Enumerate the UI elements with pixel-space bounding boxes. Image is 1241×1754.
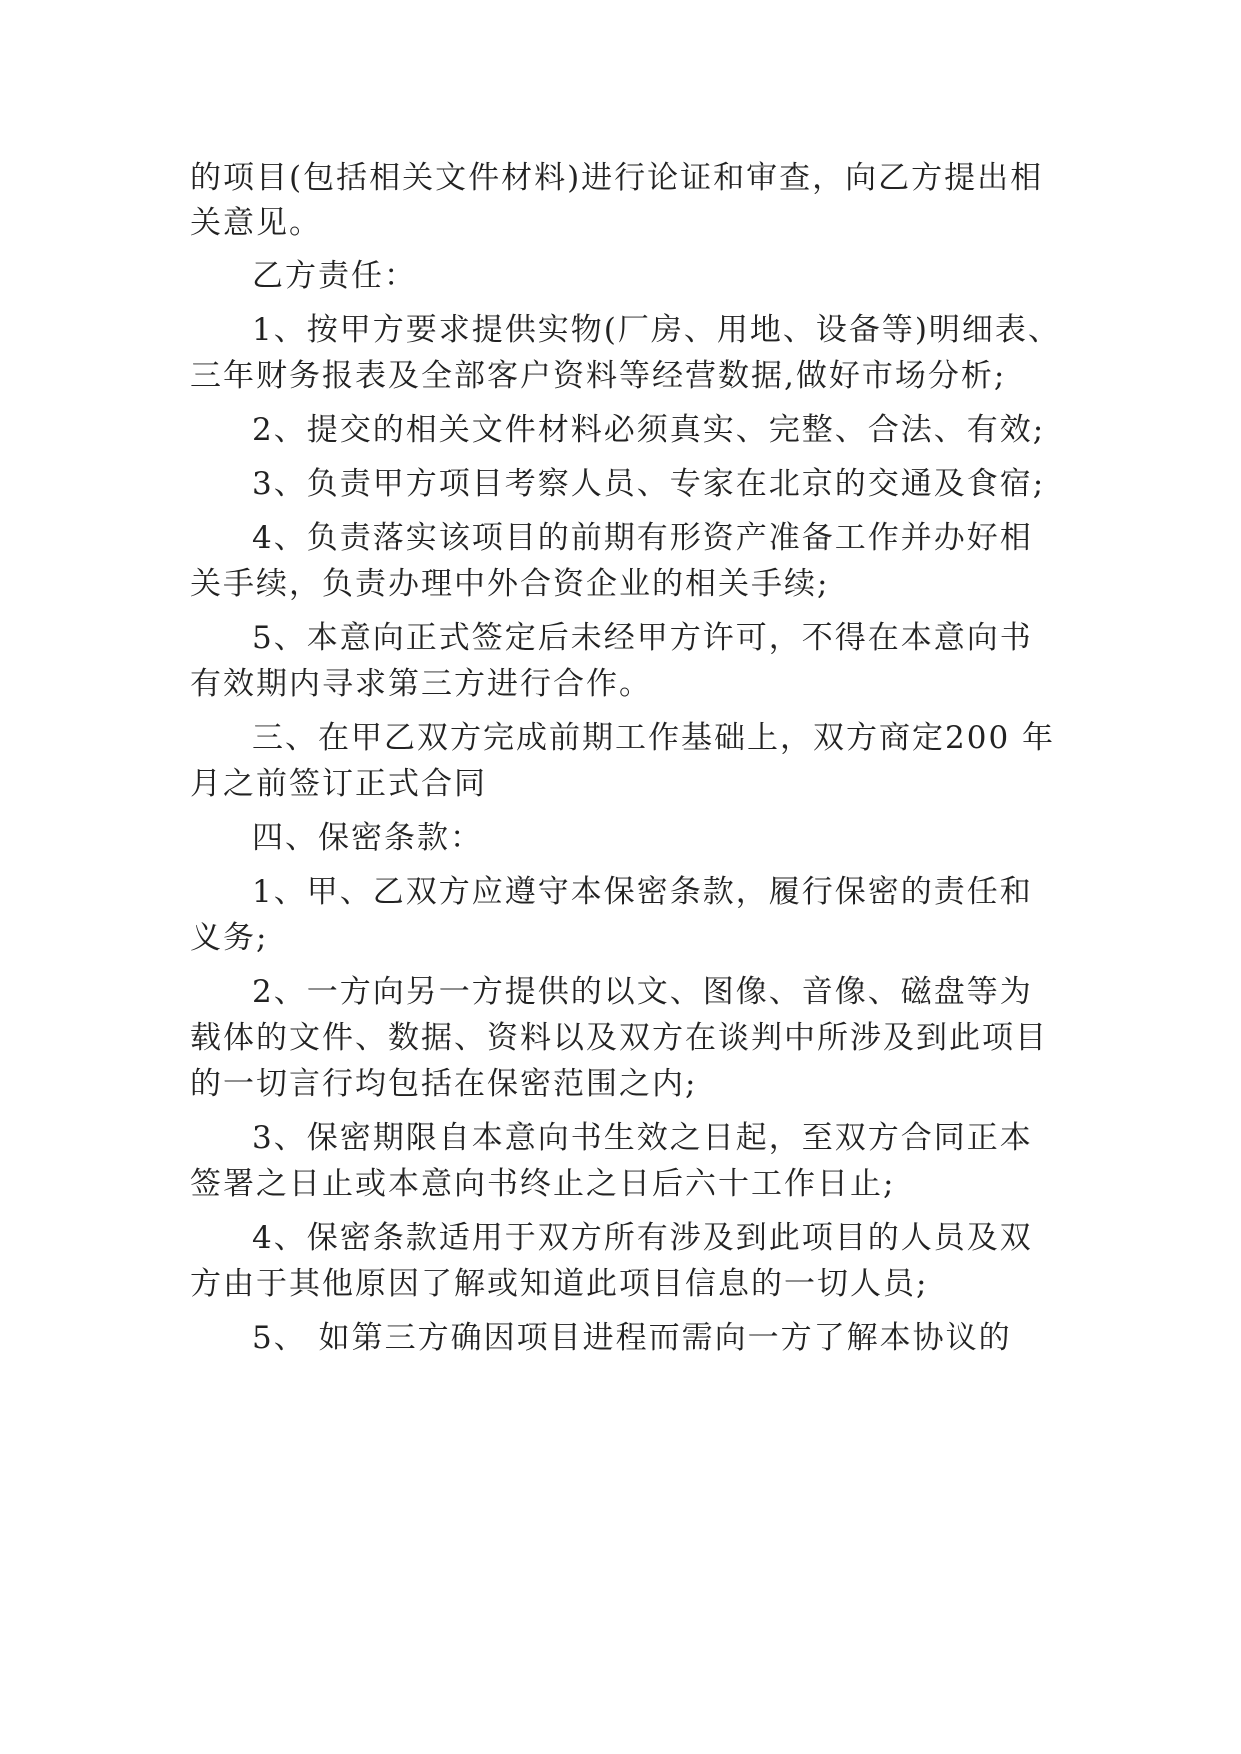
text-line: 5、本意向正式签定后未经甲方许可，不得在本意向书 (252, 620, 1033, 656)
text-line: 2、提交的相关文件材料必须真实、完整、合法、有效; (252, 412, 1046, 448)
text-line: 关意见。 (190, 205, 322, 241)
text-line: 三年财务报表及全部客户资料等经营数据,做好市场分析; (190, 358, 1007, 394)
text-line: 义务; (190, 920, 269, 956)
text-line: 的一切言行均包括在保密范围之内; (190, 1066, 698, 1102)
text-line: 3、负责甲方项目考察人员、专家在北京的交通及食宿; (252, 466, 1046, 502)
text-line: 1、按甲方要求提供实物(厂房、用地、设备等)明细表、 (252, 312, 1061, 348)
text-line: 2、一方向另一方提供的以文、图像、音像、磁盘等为 (252, 974, 1033, 1010)
text-line: 1、甲、乙双方应遵守本保密条款，履行保密的责任和 (252, 874, 1033, 910)
text-line: 关手续，负责办理中外合资企业的相关手续; (190, 566, 830, 602)
text-line: 载体的文件、数据、资料以及双方在谈判中所涉及到此项目 (190, 1020, 1048, 1056)
text-line: 4、负责落实该项目的前期有形资产准备工作并办好相 (252, 520, 1033, 556)
text-line: 方由于其他原因了解或知道此项目信息的一切人员; (190, 1266, 929, 1302)
text-line: 4、保密条款适用于双方所有涉及到此项目的人员及双 (252, 1220, 1033, 1256)
text-line: 有效期内寻求第三方进行合作。 (190, 666, 652, 702)
text-line: 三、在甲乙双方完成前期工作基础上，双方商定200 年 (252, 720, 1056, 756)
text-line: 的项目(包括相关文件材料)进行论证和审查，向乙方提出相 (190, 160, 1044, 196)
text-line: 5、 如第三方确因项目进程而需向一方了解本协议的 (252, 1320, 1012, 1356)
text-line: 签署之日止或本意向书终止之日后六十工作日止; (190, 1166, 896, 1202)
text-line: 月之前签订正式合同 (190, 766, 487, 802)
text-line: 3、保密期限自本意向书生效之日起，至双方合同正本 (252, 1120, 1033, 1156)
section-heading: 乙方责任： (252, 258, 417, 294)
section-heading: 四、保密条款： (252, 820, 483, 856)
